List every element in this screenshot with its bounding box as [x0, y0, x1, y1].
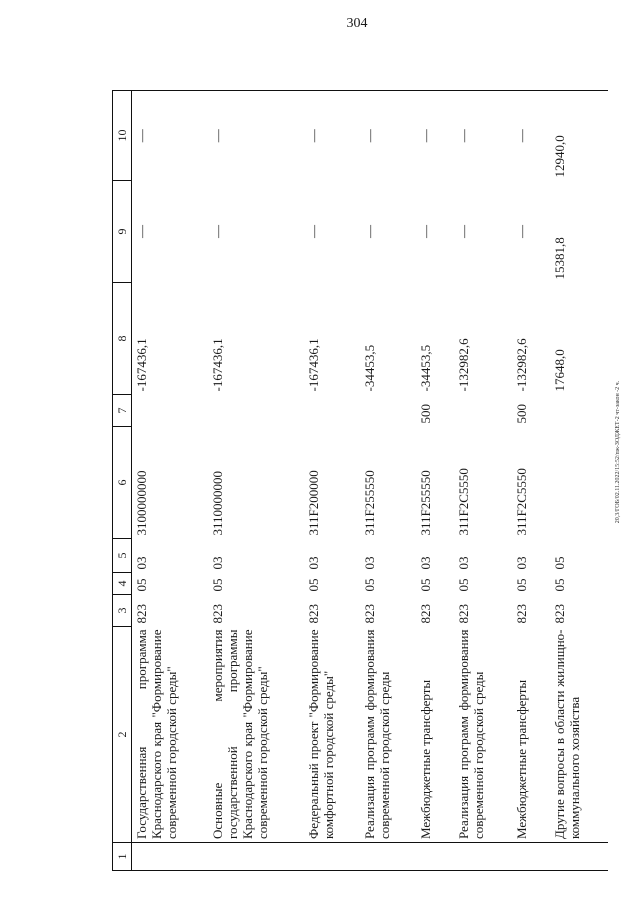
column-header: 6: [113, 427, 132, 539]
amount-col-8: -167436,1: [305, 338, 321, 392]
row-number-cell: [550, 843, 608, 871]
target-article-code: 311F255550: [417, 470, 433, 536]
column-header: 10: [113, 91, 132, 181]
section-code: 05: [305, 578, 321, 592]
column-header: 1: [113, 843, 132, 871]
amount-col-10: —: [512, 91, 550, 181]
amount-col-9: —: [305, 225, 321, 238]
table-row: [304, 91, 360, 871]
row-description: Межбюджетные трансферты: [513, 679, 529, 839]
subsection-code: 03: [455, 556, 471, 570]
expense-type-code: 500: [417, 404, 433, 424]
section-code: 05: [361, 578, 377, 592]
section-code: 05: [209, 578, 225, 592]
table-row: [454, 91, 512, 871]
target-article-code: 311F2C5550: [513, 468, 529, 536]
amount-col-8: -167436,1: [134, 338, 149, 392]
row-number-cell: [208, 843, 304, 871]
column-header: 8: [113, 283, 132, 395]
row-number-cell: [454, 843, 512, 871]
expense-type-code: [550, 395, 608, 427]
ministry-code: 823: [551, 604, 567, 624]
expense-type-code: [304, 395, 360, 427]
target-article-code: 3110000000: [209, 470, 225, 536]
expense-type-code: [454, 395, 512, 427]
expense-type-code: [132, 395, 208, 427]
ministry-code: 823: [513, 604, 529, 624]
amount-col-8: -34453,5: [361, 344, 377, 392]
table-row: [512, 91, 550, 871]
amount-col-10: —: [454, 91, 512, 181]
target-article-code: 311F255550: [361, 470, 377, 536]
column-header: 3: [113, 595, 132, 627]
row-description: Другие вопросы в области жилищно-коммунального хозяйства: [551, 629, 582, 839]
column-header: 4: [113, 573, 132, 595]
amount-col-9: —: [134, 225, 149, 238]
amount-col-10: —: [208, 91, 304, 181]
subsection-code: 03: [513, 556, 529, 570]
amount-col-10: —: [416, 91, 454, 181]
ministry-code: 823: [134, 604, 149, 624]
ministry-code: 823: [209, 604, 225, 624]
column-header: 9: [113, 181, 132, 283]
amount-col-10: —: [132, 91, 208, 181]
amount-col-8: -132982,6: [513, 338, 529, 392]
subsection-code: 03: [305, 556, 321, 570]
amount-col-9: —: [417, 225, 433, 238]
section-code: 05: [134, 578, 149, 592]
row-description: Реализация программ формирования современной городской среды: [455, 629, 486, 839]
table-row: [416, 91, 454, 871]
table-header-row: [113, 91, 132, 871]
amount-col-9: —: [361, 225, 377, 238]
section-code: 05: [513, 578, 529, 592]
row-number-cell: [304, 843, 360, 871]
footer-document-code: 20,3/ГОБ/02.11.2022/15:52/пж-ЗОДЖЕТ-2 чт-закон -2 ч.: [615, 380, 621, 524]
row-number-cell: [132, 843, 208, 871]
subsection-code: 03: [361, 556, 377, 570]
ministry-code: 823: [455, 604, 471, 624]
column-header: 2: [113, 627, 132, 843]
table-row: [208, 91, 304, 871]
expense-type-code: 500: [513, 404, 529, 424]
column-header: 7: [113, 395, 132, 427]
row-number-cell: [512, 843, 550, 871]
rotated-table-container: [112, 91, 608, 871]
target-article-code: [550, 427, 608, 539]
budget-table: [112, 90, 608, 871]
amount-col-10: —: [304, 91, 360, 181]
subsection-code: 05: [551, 556, 567, 570]
row-number-cell: [360, 843, 416, 871]
target-article-code: 311F200000: [305, 470, 321, 536]
subsection-code: 03: [134, 556, 149, 570]
amount-col-10: —: [360, 91, 416, 181]
amount-col-9: —: [455, 225, 471, 238]
amount-col-10: 12940,0: [550, 91, 608, 181]
amount-col-9: —: [209, 225, 225, 238]
column-header: 5: [113, 539, 132, 573]
amount-col-8: -167436,1: [209, 338, 225, 392]
section-code: 05: [551, 578, 567, 592]
table-row: [132, 91, 208, 871]
ministry-code: 823: [305, 604, 321, 624]
ministry-code: 823: [417, 604, 433, 624]
amount-col-9: 15381,8: [551, 237, 567, 280]
table-row: [550, 91, 608, 871]
ministry-code: 823: [361, 604, 377, 624]
amount-col-8: -34453,5: [417, 344, 433, 392]
row-description: Реализация программ формирования современной городской среды: [361, 629, 392, 839]
row-description: Межбюджетные трансферты: [417, 679, 433, 839]
row-description: Основные мероприятия государственной программы Краснодарского края "Формирование современной городской среды": [209, 629, 270, 839]
row-number-cell: [416, 843, 454, 871]
target-article-code: 3100000000: [134, 470, 149, 536]
amount-col-8: -132982,6: [455, 338, 471, 392]
row-description: Федеральный проект "Формирование комфортной городской среды": [305, 629, 336, 839]
expense-type-code: [208, 395, 304, 427]
section-code: 05: [417, 578, 433, 592]
amount-col-8: 17648,0: [551, 349, 567, 392]
table-row: [360, 91, 416, 871]
section-code: 05: [455, 578, 471, 592]
row-description: Государственная программа Краснодарского края "Формирование современной городской среды": [134, 629, 179, 839]
subsection-code: 03: [417, 556, 433, 570]
target-article-code: 311F2C5550: [455, 468, 471, 536]
expense-type-code: [360, 395, 416, 427]
amount-col-9: —: [513, 225, 529, 238]
subsection-code: 03: [209, 556, 225, 570]
page-number: 304: [346, 16, 368, 31]
